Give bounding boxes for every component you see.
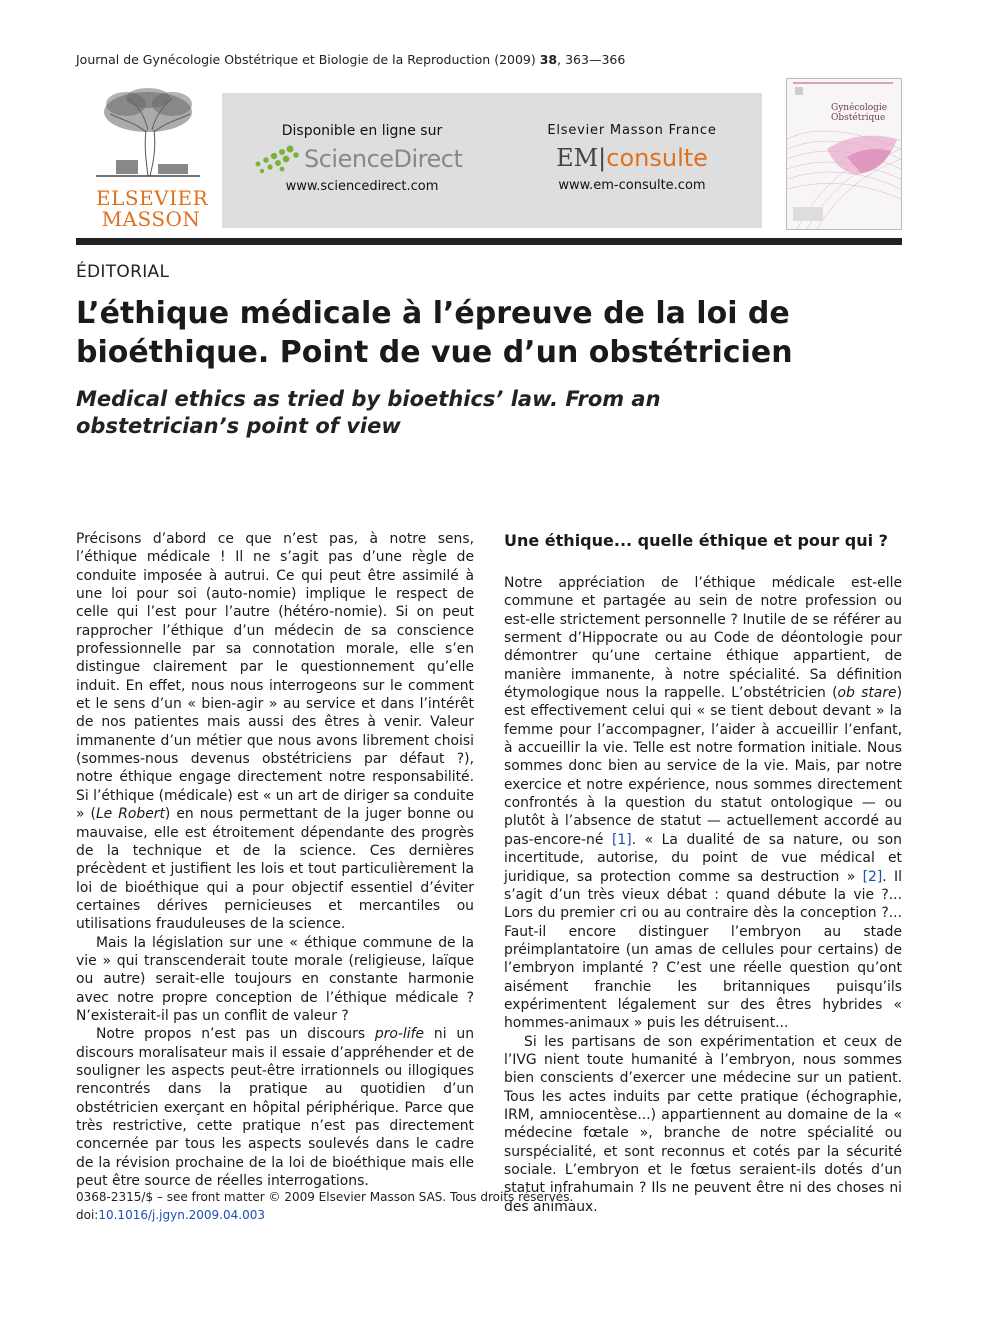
left-p3-italic: pro-life	[374, 1026, 425, 1043]
publisher-logo-line1: ELSEVIER	[96, 186, 209, 210]
right-paragraph-1	[504, 574, 902, 1033]
footer	[76, 1188, 573, 1224]
copyright-line: 0368-2315/$ – see front matter © 2009 Elsevier Masson SAS. Tous droits réservés.	[76, 1190, 574, 1204]
right-p1-text-b: ) est effectivement celui qui « se tient debout devant » la femme pour l’accompagner, l’aider à accueillir l’enfant, à accueillir la vie. Telle est notre formation initiale. Nous sommes donc bien au service de la vie. Mais, par notre exercice et notre expérience, nous sommes directement confrontés à la question du statut ontologique — ou plutôt à l’absence de statut — actuellement accordé au pas-encore-né	[504, 685, 902, 848]
doi-line	[76, 1206, 573, 1224]
cover-title-line1: Gynécologie	[831, 103, 888, 113]
sciencedirect-logo	[252, 143, 472, 177]
right-paragraph-2: Si les partisans de son expérimentation et ceux de l’IVG nient toute humanité à l’embryon, nous sommes bien conscients d’exercer une médecine sur un patient. Tous les actes induits par cette pratique (échographie, IRM, amniocentèse...) appartiennent au domaine de la « médecine fœtale », branche de notre spécialité ou surspécialité, et sont reconnus et cotés par la sécurité sociale. L’embryon et le fœtus seraient-ils dotés d’un statut infrahumain ? Ils ne peuvent être ni des choses ni des animaux.	[504, 1033, 902, 1215]
right-column	[504, 530, 902, 1216]
journal-volume: 38	[539, 52, 558, 67]
journal-pages: , 363—366	[557, 52, 626, 67]
right-p1-text-d: . Il s’agit d’un très vieux débat : quand débute la vie ?... Lors du premier cri ou au contraire dès la conception ?... Faut-il encore distinguer l’embryon au stade préimplantatoire (un amas de cellules pour certains) de l’embryon implanté ? C’est une réelle question qu’ont aisément franchie les britanniques puisqu’ils expérimentent légalement sur des êtres hybrides « hommes-animaux » puis les détruisent...	[504, 868, 903, 1032]
journal-cover-thumbnail[interactable]	[786, 78, 902, 230]
header-band	[76, 80, 762, 232]
sciencedirect-wordmark: ScienceDirect	[304, 145, 463, 173]
left-p1-text-a: Précisons d’abord ce que n’est pas, à notre sens, l’éthique médicale ! Il ne s’agit pas d’une règle de conduite imposée à autrui. Ce qui peut être assimilé à une loi pour soi (auto-nomie) implique le respect de celle qui l’est pour l’autre (hétéro-nomie). Si on peut rapprocher l’éthique d’un médecin de sa conscience professionnelle par sa connotation morale, elle s’en distingue clairement par le questionnement qu’elle induit. En effet, nous nous interrogeons sur le comment et le sens d’un « bien-agir » au service et dans l’intérêt de nos patientes mais aussi des êtres à venir. Valeur immanente d’un métier que nous avons librement choisi (sommes-nous devenus obstétriciens par défaut ?), notre éthique engage directement notre responsabilité. Si l’éthique (médicale) est « un art de diriger sa conduite » (	[76, 531, 474, 823]
right-p1-text-c: . « La dualité de sa nature, ou son incertitude, autorise, du point de vue médical et juridique, sa protection comme sa destruction »	[504, 831, 902, 885]
reference-link-2[interactable]: [2]	[862, 868, 883, 885]
doi-link[interactable]: 10.1016/j.jgyn.2009.04.003	[98, 1208, 265, 1222]
left-paragraph-2: Mais la législation sur une « éthique commune de la vie » qui transcenderait toute morale (religieuse, laïque ou autre) serait-elle toujours en constante harmonie avec notre propre conception de l’éthique médicale ? N’existerait-il pas un conflit de valeur ?	[76, 934, 474, 1024]
sd-label: Disponible en ligne sur	[281, 123, 443, 139]
publisher-logo-line2: MASSON	[101, 207, 201, 231]
em-logo-em: EM	[556, 144, 599, 172]
em-consulte-url[interactable]: www.em-consulte.com	[558, 178, 706, 193]
left-paragraph-1	[76, 530, 474, 934]
em-consulte-logo	[532, 144, 732, 176]
sciencedirect-url[interactable]: www.sciencedirect.com	[285, 179, 439, 194]
right-p1-italic: ob stare	[837, 685, 897, 702]
doi-prefix: doi:	[76, 1208, 99, 1222]
left-p1-italic: Le Robert	[95, 806, 165, 823]
right-p1-text-a: Notre appréciation de l’éthique médicale est-elle commune et partagée au sein de notre profession ou est-elle strictement personnelle ? Inutile de se référer au serment d’Hippocrate ou au Code de déontologie pour démontrer qu’une certaine éthique appartient, de manière immanente, à notre spécialité. Sa définition étymologique nous la rappelle. L’obstétricien (	[504, 575, 902, 702]
cover-title-line2: Obstétrique	[831, 113, 886, 123]
left-p3-text-b: ni un discours moralisateur mais il essaie d’appréhender et de souligner les aspects peut-être irrationnels ou illogiques rencontrés dans la pratique au quotidien d’un obstétricien exerçant en hôpital périphérique. Parce que très restrictive, cette pratique n’est pas directement concernée par tous les aspects soulevés dans le cadre de la révision prochaine de la loi de bioéthique mais elle peut être source de réelles interrogations.	[76, 1026, 474, 1190]
left-paragraph-3	[76, 1025, 474, 1190]
header-rule	[76, 238, 902, 245]
online-availability-box	[222, 93, 762, 228]
sciencedirect-block[interactable]	[252, 123, 472, 194]
cover-title	[831, 103, 897, 123]
journal-ref-text: Journal de Gynécologie Obstétrique et Biologie de la Reproduction (2009)	[76, 52, 540, 67]
em-consulte-block[interactable]	[532, 123, 732, 193]
left-column	[76, 530, 474, 1190]
sciencedirect-leaf-icon	[252, 143, 302, 177]
article-title-fr: L’éthique médicale à l’épreuve de la loi de bioéthique. Point de vue d’un obstétricien	[76, 296, 793, 370]
cover-artwork	[787, 79, 901, 229]
em-label: Elsevier Masson France	[547, 123, 717, 138]
em-logo-consulte: consulte	[606, 144, 708, 172]
elsevier-masson-logo[interactable]	[76, 80, 214, 232]
elsevier-tree-icon	[76, 80, 214, 192]
section-label: ÉDITORIAL	[76, 262, 170, 282]
section-heading: Une éthique... quelle éthique et pour qui ?	[504, 531, 888, 550]
article-title-en: Medical ethics as tried by bioethics’ law. From an obstetrician’s point of view	[76, 387, 661, 438]
left-p3-text-a: Notre propos n’est pas un discours	[96, 1026, 375, 1043]
reference-link-1[interactable]: [1]	[611, 831, 632, 848]
em-logo-bar: |	[598, 144, 607, 172]
left-p1-text-b: ) en nous permettant de la juger bonne ou mauvaise, elle est étroitement dépendante des progrès de la technique et de la science. Ces dernières précèdent et justifient les lois et tout particulièrement la loi de bioéthique qui a pour objectif essentiel d’éviter certaines dérives pernicieuses et mercantiles ou utilisations frauduleuses de la science.	[76, 806, 474, 933]
journal-reference	[76, 52, 625, 67]
